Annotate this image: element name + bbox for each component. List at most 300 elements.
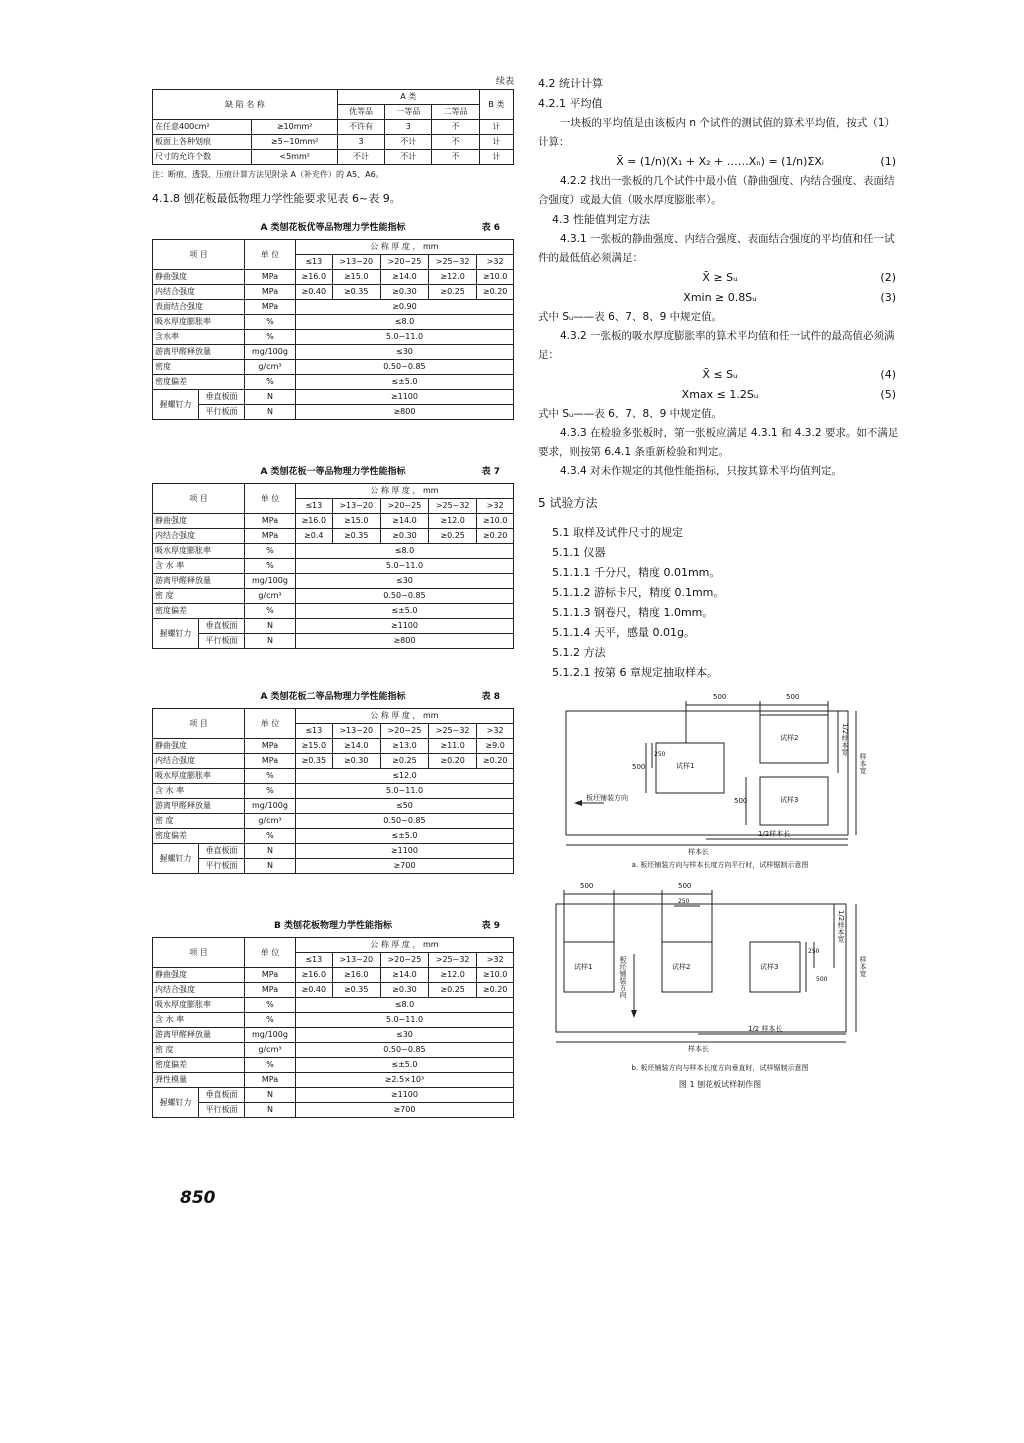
value-cell: ≥700 (295, 1103, 513, 1118)
thickness-range: >32 (477, 724, 514, 739)
page-number: 850 (180, 1188, 216, 1208)
unit-cell: MPa (245, 270, 296, 285)
heading-5: 5 试验方法 (538, 496, 598, 510)
table-9 (152, 937, 514, 1118)
value-cell: 5.0~11.0 (295, 330, 513, 345)
unit-cell: N (245, 1103, 296, 1118)
value-cell: ≥14.0 (380, 968, 428, 983)
value-cell: ≥0.20 (477, 285, 514, 300)
specimen-1-label: 试样1 (676, 762, 695, 770)
value-cell: ≥0.40 (295, 983, 332, 998)
unit-cell: % (245, 559, 296, 574)
value-cell: ≥0.20 (477, 754, 514, 769)
defect-size: <5mm² (252, 150, 338, 165)
cell: 不计 (337, 150, 384, 165)
property-name: 吸水厚度膨胀率 (153, 769, 245, 784)
property-name: 内结合强度 (153, 754, 245, 769)
value-cell: ≥0.35 (332, 983, 380, 998)
value-cell: ≤30 (295, 1028, 513, 1043)
unit-cell: g/cm³ (245, 1043, 296, 1058)
dim-label: 500 (678, 882, 692, 890)
defect-size: ≥5~10mm² (252, 135, 338, 150)
property-name: 吸水厚度膨胀率 (153, 544, 245, 559)
property-name: 密 度 (153, 814, 245, 829)
table-row (153, 330, 514, 345)
value-cell: ≥800 (295, 405, 513, 420)
unit-cell: mg/100g (245, 345, 296, 360)
value-cell: ≥14.0 (380, 270, 428, 285)
value-cell: ≥0.30 (380, 529, 428, 544)
value-cell: 0.50~0.85 (295, 814, 513, 829)
value-cell: ≤30 (295, 345, 513, 360)
unit-cell: MPa (245, 514, 296, 529)
table-header-row (153, 240, 514, 255)
table-row (153, 754, 514, 769)
lay-direction-label: 板坯铺装方向 (586, 794, 628, 802)
equation-3-body: Xmin ≥ 0.8Sᵤ (683, 291, 757, 304)
thickness-range: ≤13 (295, 499, 332, 514)
property-name: 内结合强度 (153, 285, 245, 300)
thickness-range: >25~32 (429, 499, 477, 514)
thickness-range: >20~25 (380, 953, 428, 968)
unit-cell: mg/100g (245, 799, 296, 814)
value-cell: ≥1100 (295, 390, 513, 405)
unit-cell: g/cm³ (245, 814, 296, 829)
value-cell: ≥15.0 (295, 739, 332, 754)
table-9-number: 表 9 (481, 921, 500, 931)
figure-b (538, 876, 902, 1090)
value-cell: ≤8.0 (295, 998, 513, 1013)
table-row (153, 405, 514, 420)
value-cell: ≤±5.0 (295, 375, 513, 390)
equation-3-number: (3) (880, 291, 896, 304)
table-row (153, 1103, 514, 1118)
unit-cell: MPa (245, 739, 296, 754)
table-row (153, 1043, 514, 1058)
unit-header: 单 位 (245, 484, 296, 514)
unit-cell: MPa (245, 1073, 296, 1088)
unit-cell: MPa (245, 983, 296, 998)
unit-cell: MPa (245, 968, 296, 983)
dim-label: 500 (734, 797, 748, 805)
property-name: 弹性模量 (153, 1073, 245, 1088)
clause-4-1-8: 4.1.8 刨花板最低物理力学性能要求见表 6~表 9。 (152, 192, 401, 205)
equation-1-number: (1) (880, 155, 896, 168)
unit-header: 单 位 (245, 709, 296, 739)
heading-4-2-1: 4.2.1 平均值 (538, 97, 603, 110)
property-name: 密度偏差 (153, 375, 245, 390)
unit-cell: % (245, 784, 296, 799)
unit-cell: N (245, 634, 296, 649)
table-row (153, 589, 514, 604)
thickness-range: >32 (477, 255, 514, 270)
value-cell: ≥0.30 (332, 754, 380, 769)
value-cell: 5.0~11.0 (295, 784, 513, 799)
unit-header: 单 位 (245, 240, 296, 270)
heading-5-1-1: 5.1.1 仪器 (552, 546, 606, 559)
specimen-1-label: 试样1 (574, 963, 593, 971)
value-cell: 0.50~0.85 (295, 360, 513, 375)
value-cell: 5.0~11.0 (295, 559, 513, 574)
para-4-3-3: 4.3.3 在检验多张板时，第一张板应满足 4.3.1 和 4.3.2 要求。如不满足要求，则按第 6.4.1 条重新检验和判定。 (538, 427, 899, 458)
defect-table (152, 89, 514, 165)
cell: 计 (479, 120, 513, 135)
half-width-label: 1/2样本宽 (837, 910, 845, 943)
table-row (153, 634, 514, 649)
cell: 不计 (385, 150, 432, 165)
table-row (153, 1073, 514, 1088)
specimen-3-label: 试样3 (780, 796, 799, 804)
equation-2 (538, 268, 902, 288)
screw-holding-label: 握螺钉力 (153, 1088, 199, 1118)
table-note: 注：断痕、透裂、压痕计算方法见附录 A（补充件）的 A5、A6。 (152, 170, 384, 179)
para-4-3-4: 4.3.4 对未作规定的其他性能指标，只按其算术平均值判定。 (560, 465, 843, 477)
unit-cell: % (245, 998, 296, 1013)
table-row (153, 829, 514, 844)
value-cell: 5.0~11.0 (295, 1013, 513, 1028)
item-5-1-1-4: 5.1.1.4 天平，感量 0.01g。 (552, 626, 695, 639)
cell: 计 (479, 135, 513, 150)
table-row (153, 375, 514, 390)
unit-cell: % (245, 544, 296, 559)
property-name: 吸水厚度膨胀率 (153, 998, 245, 1013)
value-cell: ≥0.25 (429, 529, 477, 544)
item-header: 项 目 (153, 240, 245, 270)
equation-4-body: X̄ ≤ Sᵤ (702, 368, 738, 381)
table-6-caption (152, 220, 514, 233)
figure-a (538, 693, 902, 870)
figure-b-caption: b. 板坯铺装方向与样本长度方向垂直时，试样锯制示意图 (631, 1064, 809, 1072)
value-cell: ≥0.40 (295, 285, 332, 300)
property-name: 游离甲醛释放量 (153, 1028, 245, 1043)
property-name: 表面结合强度 (153, 300, 245, 315)
value-cell: ≥10.0 (477, 968, 514, 983)
property-name: 密度 (153, 360, 245, 375)
property-name: 游离甲醛释放量 (153, 574, 245, 589)
table-9-title: B 类刨花板物理力学性能指标 (274, 921, 392, 931)
value-cell: 0.50~0.85 (295, 1043, 513, 1058)
length-label: 样本长 (688, 1045, 709, 1053)
property-name: 内结合强度 (153, 529, 245, 544)
defect-desc: 在任意400cm² (153, 120, 252, 135)
para-4-3-1: 4.3.1 一张板的静曲强度、内结合强度、表面结合强度的平均值和任一试件的最低值必须满足： (538, 233, 895, 264)
dim-label: 250 (808, 948, 820, 955)
property-name: 密 度 (153, 1043, 245, 1058)
property-name: 密度偏差 (153, 604, 245, 619)
cell: 计 (479, 150, 513, 165)
table-7-number: 表 7 (481, 467, 500, 477)
thickness-range: >20~25 (380, 724, 428, 739)
screw-subrow: 平行板面 (199, 1103, 245, 1118)
defect-name-header: 缺 陷 名 称 (153, 90, 338, 120)
value-cell: ≥1100 (295, 1088, 513, 1103)
unit-cell: N (245, 390, 296, 405)
value-cell: ≥0.20 (477, 983, 514, 998)
property-name: 内结合强度 (153, 983, 245, 998)
heading-4-3: 4.3 性能值判定方法 (552, 213, 650, 226)
property-name: 吸水厚度膨胀率 (153, 315, 245, 330)
defect-size: ≥10mm² (252, 120, 338, 135)
table-6-title: A 类刨花板优等品物理力学性能指标 (260, 223, 406, 233)
screw-subrow: 平行板面 (199, 859, 245, 874)
value-cell: ≥16.0 (295, 270, 332, 285)
lay-direction-label: 板坯铺装方向 (619, 956, 627, 998)
thickness-range: >13~20 (332, 499, 380, 514)
value-cell: ≥0.4 (295, 529, 332, 544)
thickness-range: ≤13 (295, 953, 332, 968)
equation-5-number: (5) (880, 388, 896, 401)
heading-5-1-2: 5.1.2 方法 (552, 646, 606, 659)
item-5-1-2-1: 5.1.2.1 按第 6 章规定抽取样本。 (552, 666, 718, 679)
right-column (538, 74, 902, 1090)
dim-label: 500 (786, 693, 800, 701)
unit-cell: MPa (245, 285, 296, 300)
table-row (153, 1088, 514, 1103)
specimen-3-label: 试样3 (760, 963, 779, 971)
table-header-row (153, 709, 514, 724)
para-4-2-1: 一块板的平均值是由该板内 n 个试件的测试值的算术平均值，按式（1）计算： (538, 117, 896, 148)
value-cell: ≥0.35 (332, 285, 380, 300)
unit-cell: N (245, 1088, 296, 1103)
value-cell: ≥800 (295, 634, 513, 649)
value-cell: ≥1100 (295, 619, 513, 634)
para-4-2-2: 4.2.2 找出一张板的几个试件中最小值（静曲强度、内结合强度、表面结合强度）或最大值（吸水厚度膨胀率）。 (538, 175, 895, 206)
value-cell: ≥0.35 (332, 529, 380, 544)
value-cell: ≤30 (295, 574, 513, 589)
specimen-2-label: 试样2 (780, 734, 799, 742)
item-5-1-1-1: 5.1.1.1 千分尺，精度 0.01mm。 (552, 566, 721, 579)
table-7-title: A 类刨花板一等品物理力学性能指标 (260, 467, 406, 477)
table-row (153, 529, 514, 544)
table-header-row (153, 938, 514, 953)
table-row (153, 814, 514, 829)
value-cell: ≥13.0 (380, 739, 428, 754)
half-length-label: 1/2 样本长 (748, 1025, 783, 1033)
table-row (153, 150, 514, 165)
equation-5-body: Xmax ≤ 1.2Sᵤ (681, 388, 759, 401)
screw-subrow: 垂直板面 (199, 390, 245, 405)
screw-holding-label: 握螺钉力 (153, 390, 199, 420)
dim-label: 500 (632, 763, 646, 771)
figure-title: 图 1 刨花板试样制作图 (678, 1080, 762, 1089)
continued-label: 续表 (495, 77, 514, 87)
table-row (153, 1058, 514, 1073)
unit-cell: mg/100g (245, 574, 296, 589)
dim-label: 500 (713, 693, 727, 701)
table-row (153, 739, 514, 754)
unit-cell: N (245, 619, 296, 634)
cell: 不 (432, 150, 479, 165)
value-cell: ≥12.0 (429, 968, 477, 983)
item-5-1-1-3: 5.1.1.3 钢卷尺，精度 1.0mm。 (552, 606, 714, 619)
unit-cell: % (245, 1058, 296, 1073)
cell: 不 (432, 135, 479, 150)
unit-cell: % (245, 315, 296, 330)
value-cell: ≤12.0 (295, 769, 513, 784)
thickness-range: >32 (477, 499, 514, 514)
figure-a-caption: a. 板坯铺装方向与样本长度方向平行时，试样锯制示意图 (631, 861, 809, 869)
table-6-number: 表 6 (481, 223, 500, 233)
value-cell: ≥0.30 (380, 983, 428, 998)
table-row (153, 859, 514, 874)
dim-label: 250 (678, 898, 690, 905)
property-name: 静曲强度 (153, 968, 245, 983)
grade-header: 二等品 (432, 105, 479, 120)
value-cell: ≥15.0 (332, 514, 380, 529)
thickness-range: >13~20 (332, 953, 380, 968)
value-cell: ≥9.0 (477, 739, 514, 754)
class-a-header: A 类 (337, 90, 479, 105)
screw-subrow: 平行板面 (199, 405, 245, 420)
thickness-header: 公 称 厚 度 ， mm (295, 240, 513, 255)
value-cell: ≥0.30 (380, 285, 428, 300)
table-row (153, 120, 514, 135)
thickness-range: >13~20 (332, 724, 380, 739)
property-name: 含 水 率 (153, 559, 245, 574)
screw-subrow: 垂直板面 (199, 1088, 245, 1103)
unit-cell: g/cm³ (245, 589, 296, 604)
screw-holding-label: 握螺钉力 (153, 619, 199, 649)
value-cell: ≥0.25 (429, 983, 477, 998)
table-row (153, 1028, 514, 1043)
property-name: 密度偏差 (153, 1058, 245, 1073)
table-9-caption (152, 918, 514, 931)
grade-header: 一等品 (385, 105, 432, 120)
property-name: 含水率 (153, 330, 245, 345)
value-cell: ≤50 (295, 799, 513, 814)
value-cell: ≥11.0 (429, 739, 477, 754)
thickness-header: 公 称 厚 度 ， mm (295, 484, 513, 499)
equation-5 (538, 385, 902, 405)
unit-cell: N (245, 844, 296, 859)
cell: 3 (337, 135, 384, 150)
table-7-caption (152, 464, 514, 477)
equation-4 (538, 365, 902, 385)
equation-2-body: X̄ ≥ Sᵤ (702, 271, 738, 284)
thickness-header: 公 称 厚 度 ， mm (295, 709, 513, 724)
table-8 (152, 708, 514, 874)
unit-cell: N (245, 859, 296, 874)
screw-holding-label: 握螺钉力 (153, 844, 199, 874)
equation-4-number: (4) (880, 368, 896, 381)
value-cell: ≤±5.0 (295, 829, 513, 844)
table-row (153, 844, 514, 859)
value-cell: ≥14.0 (332, 739, 380, 754)
table-row (153, 135, 514, 150)
unit-cell: MPa (245, 529, 296, 544)
equation-3 (538, 288, 902, 308)
value-cell: ≥0.25 (429, 285, 477, 300)
table-row (153, 604, 514, 619)
dim-label: 500 (816, 976, 828, 983)
unit-cell: g/cm³ (245, 360, 296, 375)
table-row (153, 968, 514, 983)
screw-subrow: 平行板面 (199, 634, 245, 649)
table-row (153, 390, 514, 405)
figure-b-labels (538, 876, 868, 1061)
table-row (153, 345, 514, 360)
cell: 不 (432, 120, 479, 135)
table-row (153, 799, 514, 814)
value-cell: ≤8.0 (295, 544, 513, 559)
item-header: 项 目 (153, 484, 245, 514)
value-cell: ≤±5.0 (295, 604, 513, 619)
unit-cell: % (245, 604, 296, 619)
value-cell: ≤±5.0 (295, 1058, 513, 1073)
value-cell: ≥16.0 (332, 968, 380, 983)
value-cell: ≥0.90 (295, 300, 513, 315)
table-7 (152, 483, 514, 649)
screw-subrow: 垂直板面 (199, 844, 245, 859)
thickness-range: >20~25 (380, 499, 428, 514)
property-name: 含 水 率 (153, 784, 245, 799)
value-cell: ≥14.0 (380, 514, 428, 529)
heading-4-2: 4.2 统计计算 (538, 77, 603, 90)
table-row (153, 544, 514, 559)
unit-cell: % (245, 1013, 296, 1028)
thickness-range: >32 (477, 953, 514, 968)
equation-1-body: X̄ = (1/n)(X₁ + X₂ + ……Xₙ) = (1/n)ΣXᵢ (616, 155, 824, 168)
left-column (152, 74, 514, 1118)
unit-cell: % (245, 330, 296, 345)
item-header: 项 目 (153, 938, 245, 968)
value-cell: ≥0.35 (295, 754, 332, 769)
dim-label: 500 (580, 882, 594, 890)
value-cell: ≥10.0 (477, 270, 514, 285)
table-6 (152, 239, 514, 420)
thickness-range: >13~20 (332, 255, 380, 270)
unit-cell: MPa (245, 300, 296, 315)
unit-header: 单 位 (245, 938, 296, 968)
specimen-2-label: 试样2 (672, 963, 691, 971)
value-cell: ≥700 (295, 859, 513, 874)
thickness-range: >25~32 (429, 255, 477, 270)
cell: 不计 (385, 135, 432, 150)
unit-cell: mg/100g (245, 1028, 296, 1043)
value-cell: ≥16.0 (295, 968, 332, 983)
property-name: 游离甲醛释放量 (153, 345, 245, 360)
value-cell: ≥10.0 (477, 514, 514, 529)
cell: 3 (385, 120, 432, 135)
table-row (153, 983, 514, 998)
screw-subrow: 垂直板面 (199, 619, 245, 634)
property-name: 静曲强度 (153, 514, 245, 529)
thickness-range: >25~32 (429, 953, 477, 968)
property-name: 静曲强度 (153, 270, 245, 285)
value-cell: 0.50~0.85 (295, 589, 513, 604)
value-cell: ≤8.0 (295, 315, 513, 330)
table-row (153, 998, 514, 1013)
property-name: 密度偏差 (153, 829, 245, 844)
defect-desc: 板面上各种划痕 (153, 135, 252, 150)
table-row (153, 574, 514, 589)
property-name: 含 水 率 (153, 1013, 245, 1028)
value-cell: ≥1100 (295, 844, 513, 859)
value-cell: ≥0.25 (380, 754, 428, 769)
property-name: 密 度 (153, 589, 245, 604)
grade-header: 优等品 (337, 105, 384, 120)
where-clause-2: 式中 Sᵤ——表 6、7、8、9 中规定值。 (538, 408, 723, 420)
unit-cell: N (245, 405, 296, 420)
heading-5-1: 5.1 取样及试件尺寸的规定 (552, 526, 683, 539)
table-row (153, 360, 514, 375)
class-b-header: B 类 (479, 90, 513, 120)
length-label: 样本长 (688, 848, 709, 856)
value-cell: ≥0.20 (429, 754, 477, 769)
table-row (153, 784, 514, 799)
table-row (153, 315, 514, 330)
width-label: 样本宽 (859, 956, 867, 977)
